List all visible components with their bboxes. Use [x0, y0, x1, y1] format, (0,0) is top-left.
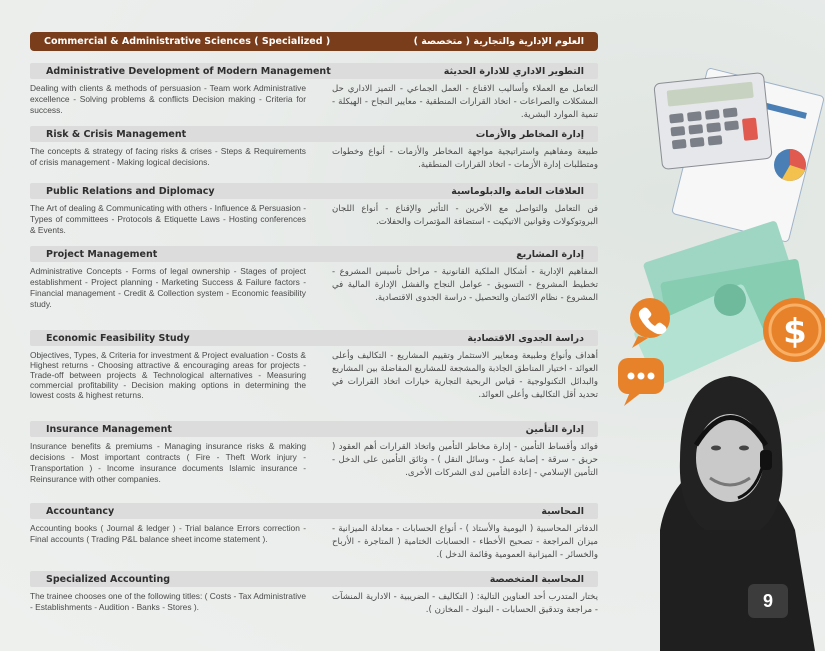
section-title-ar: المحاسبة [541, 505, 584, 517]
svg-text:$: $ [783, 312, 807, 352]
section-header [30, 246, 598, 262]
section-admin-development [30, 63, 598, 122]
section-header [30, 421, 598, 437]
section-title-ar: العلاقات العامة والدبلوماسية [451, 185, 584, 197]
section-title-en: Administrative Development of Modern Management [46, 65, 331, 77]
section-title-en: Project Management [46, 248, 158, 260]
section-title-en: Accountancy [46, 505, 115, 517]
section-body-en: Accounting books ( Journal & ledger ) - Trial balance Errors correction - Final accounts ( Trading P&L balance sheet income statement ). [30, 523, 306, 544]
section-body-ar: التعامل مع العملاء وأساليب الاقناع - العمل الجماعي - التميز الاداري حل المشكلات والصراعات - اتخاذ القرارات المنطقية - معايير النجاح - الهيكلة - تنمية الموارد البشرية. [332, 84, 598, 120]
section-accountancy [30, 503, 598, 562]
section-header [30, 63, 598, 79]
section-public-relations [30, 183, 598, 236]
section-specialized-accounting [30, 571, 598, 617]
section-title-en: Specialized Accounting [46, 573, 171, 585]
section-body-en: The concepts & strategy of facing risks & crises - Steps & Requirements of crisis management - Making logical decisions. [30, 146, 306, 167]
section-body-en: Objectives, Types, & Criteria for investment & Project evaluation - Costs & Highest returns - Choosing attractive & encouraging areas for projects - Trade-off between projects & Technological alternatives - Measuring commercial profitability - Decision making options in determining the lowest costs & highest returns. [30, 350, 306, 400]
section-header [30, 183, 598, 199]
chat-bubble-icon [618, 358, 664, 406]
section-header [30, 503, 598, 519]
section-title-ar: المحاسبة المتخصصة [489, 573, 584, 585]
section-body-en: The Art of dealing & Communicating with others - Influence & Persuasion - Types of committees - Protocols & Etiquette Laws - Hosting conferences & Events. [30, 203, 306, 235]
section-body-en: The trainee chooses one of the following titles: ( Costs - Tax Administrative - Establishments - Audition - Banks - Stores ). [30, 591, 306, 612]
section-title-ar: التطوير الاداري للادارة الحديثة [443, 65, 584, 77]
section-title-en: Economic Feasibility Study [46, 332, 190, 344]
section-body-ar: فن التعامل والتواصل مع الآخرين - التأثير والإقناع - أنواع اللجان البروتوكولات وقوانين الاتيكيت - استضافة المؤتمرات والحفلات. [332, 204, 598, 227]
page-number: 9 [748, 584, 788, 618]
section-title-en: Public Relations and Diplomacy [46, 185, 215, 197]
section-body-ar: المفاهيم الإدارية - أشكال الملكية القانونية - مراحل تأسيس المشروع - تخطيط المشروع - التسويق - عوامل النجاح والفشل الإدارة المالية في المشروع - نظام الائتمان والتحصيل - دراسة الجدوى الاقتصادية. [332, 267, 598, 303]
section-title-ar: إدارة التأمين [525, 423, 584, 435]
page-banner [30, 32, 598, 51]
section-body-ar: الدفاتر المحاسبية ( اليومية والأستاذ ) - أنواع الحسابات - معادلة الميزانية - ميزان المراجعة - تصحيح الأخطاء - الحسابات الختامية ( المتاجرة - الأرباح والخسائر - الميزانية العمومية وقائمة الدخل ). [332, 524, 598, 560]
section-title-ar: إدارة المخاطر والأزمات [475, 128, 584, 140]
section-header [30, 126, 598, 142]
section-body-ar: طبيعة ومفاهيم واستراتيجية مواجهة المخاطر والأزمات - أنواع وخطوات ومتطلبات إدارة الأزمات - اتخاذ القرارات المنطقية. [332, 147, 598, 170]
section-header [30, 571, 598, 587]
section-title-ar: إدارة المشاريع [516, 248, 584, 260]
illustration [610, 60, 825, 651]
section-body-en: Insurance benefits & premiums - Managing insurance risks & making decisions - Most important contracts ( Fire - Theft Work injury - Transportation ) - Income insurance documents Islamic insurance - Reinsurance with other companies. [30, 441, 306, 484]
section-title-en: Insurance Management [46, 423, 172, 435]
section-title-ar: دراسة الجدوى الاقتصادية [467, 332, 584, 344]
call-center-agent [660, 376, 815, 651]
section-body-ar: أهداف وأنواع وطبيعة ومعايير الاستثمار وتقييم المشاريع - التكاليف وأعلى العوائد - اختيار المناطق الجاذبة والمشجعة للمشاريع المفاضلة بين المشاريع والبدائل التكنولوجية - قياس الربحية التجارية خيارات اتخاذ القرارات في تحديد أقل التكاليف وأعلى العوائد. [332, 351, 598, 400]
section-body-en: Dealing with clients & methods of persuasion - Team work Administrative excellence - Solving problems & conflicts Decision making - Criteria for success. [30, 83, 306, 115]
section-body-en: Administrative Concepts - Forms of legal ownership - Stages of project establishment - Project planning - Marketing Success & Failure factors - Financial management - Credit & Collection system - Economic feasibility study. [30, 266, 306, 309]
section-header [30, 330, 598, 346]
banner-title-en: Commercial & Administrative Sciences ( Specialized ) [44, 36, 331, 47]
dollar-coin-icon [763, 298, 825, 362]
section-insurance [30, 421, 598, 485]
section-risk-crisis [30, 126, 598, 172]
section-body-ar: فوائد وأقساط التأمين - إدارة مخاطر التأمين واتخاذ القرارات أهم العقود ( حريق - سرقة - إصابة عمل - وسائل النقل ) - وثائق التأمين على الدخل - التأمين الإسلامي - إعادة التأمين لدى الشركات الأخرى. [332, 442, 598, 478]
banner-title-ar: العلوم الإدارية والتجارية ( متخصصة ) [413, 36, 584, 47]
section-economic-feasibility [30, 330, 598, 402]
section-body-ar: يختار المتدرب أحد العناوين التالية: ( التكاليف - الضريبية - الادارية المنشآت - مراجعة وتدقيق الحسابات - البنوك - المخازن ). [332, 592, 598, 615]
section-title-en: Risk & Crisis Management [46, 128, 187, 140]
calculator-icon [654, 72, 772, 169]
section-project-management [30, 246, 598, 310]
